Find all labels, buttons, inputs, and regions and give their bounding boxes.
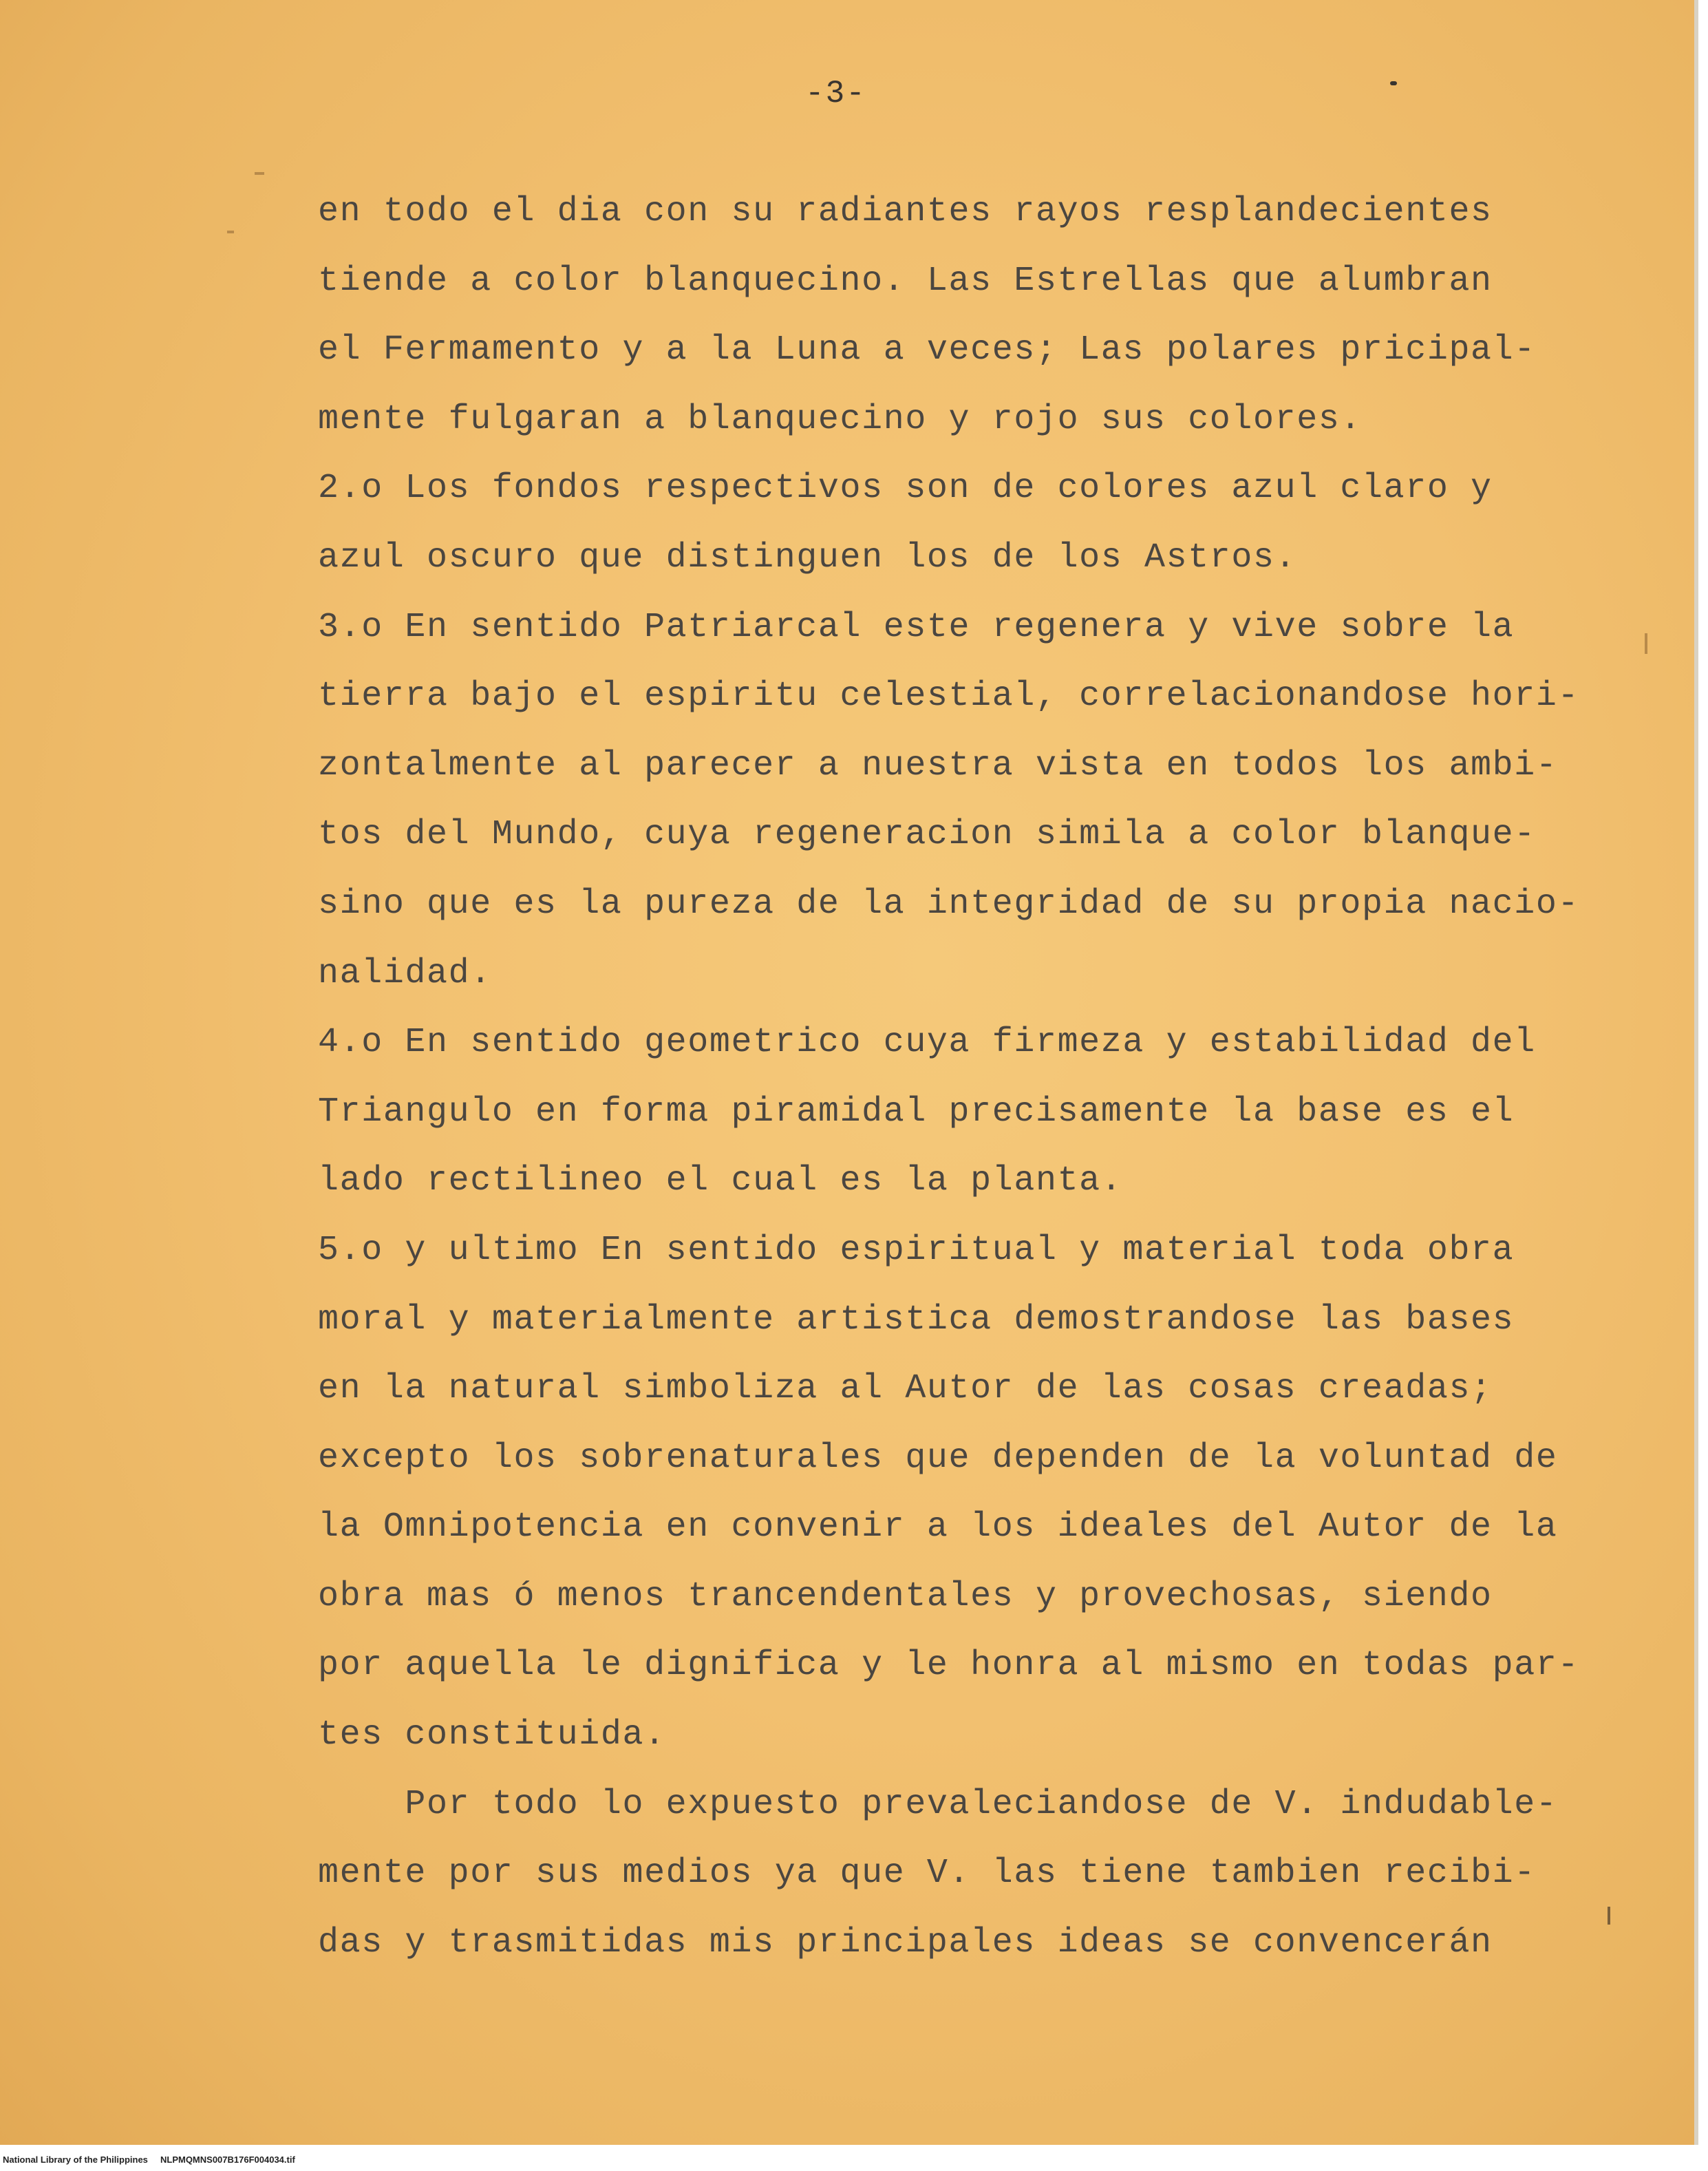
text-line: Triangulo en forma piramidal precisamente la base es el xyxy=(318,1092,1515,1132)
text-line: das y trasmitidas mis principales ideas se convencerán xyxy=(318,1923,1493,1962)
text-line: mente por sus medios ya que V. las tiene tambien recibi- xyxy=(318,1854,1536,1894)
scan-footer-caption xyxy=(3,2154,295,2165)
crease-mark xyxy=(255,172,264,175)
crease-mark xyxy=(227,231,234,233)
text-line: 2.o Los fondos respectivos son de colores azul claro y xyxy=(318,469,1493,509)
text-line: excepto los sobrenaturales que dependen de la voluntad de xyxy=(318,1438,1558,1478)
footer-institution: National Library of the Philippines xyxy=(3,2154,148,2165)
text-line: tes constituida. xyxy=(318,1715,666,1755)
text-line: sino que es la pureza de la integridad de su propia nacio- xyxy=(318,884,1580,924)
text-line: obra mas ó menos trancendentales y provechosas, siendo xyxy=(318,1576,1493,1616)
page-number: -3- xyxy=(805,76,866,112)
text-line: tierra bajo el espiritu celestial, correlacionandose hori- xyxy=(318,677,1580,717)
footer-filename: NLPMQMNS007B176F004034.tif xyxy=(160,2154,295,2165)
text-line: el Fermamento y a la Luna a veces; Las polares pricipal- xyxy=(318,330,1536,370)
text-line: en todo el dia con su radiantes rayos resplandecientes xyxy=(318,192,1493,231)
text-line: Por todo lo expuesto prevaleciandose de V. indudable- xyxy=(318,1784,1558,1824)
text-line: 3.o En sentido Patriarcal este regenera y vive sobre la xyxy=(318,607,1515,647)
text-line: en la natural simboliza al Autor de las cosas creadas; xyxy=(318,1369,1493,1409)
text-line: 5.o y ultimo En sentido espiritual y material toda obra xyxy=(318,1230,1515,1270)
text-line: moral y materialmente artistica demostrandose las bases xyxy=(318,1300,1515,1339)
text-line: la Omnipotencia en convenir a los ideales del Autor de la xyxy=(318,1507,1558,1547)
text-line: tiende a color blanquecino. Las Estrellas que alumbran xyxy=(318,261,1493,301)
text-line: por aquella le dignifica y le honra al mismo en todas par- xyxy=(318,1646,1580,1686)
text-line: tos del Mundo, cuya regeneracion simila a color blanque- xyxy=(318,815,1536,855)
typed-text-body xyxy=(318,178,1580,1978)
text-line: 4.o En sentido geometrico cuya firmeza y estabilidad del xyxy=(318,1023,1536,1063)
text-line: zontalmente al parecer a nuestra vista en todos los ambi- xyxy=(318,745,1558,785)
text-line: azul oscuro que distinguen los de los Astros. xyxy=(318,538,1297,578)
text-line: nalidad. xyxy=(318,953,492,993)
text-line: lado rectilineo el cual es la planta. xyxy=(318,1161,1123,1201)
ink-speck xyxy=(1390,81,1397,85)
edge-mark xyxy=(1608,1907,1610,1925)
edge-mark xyxy=(1645,633,1647,654)
text-line: mente fulgaran a blanquecino y rojo sus colores. xyxy=(318,399,1363,439)
